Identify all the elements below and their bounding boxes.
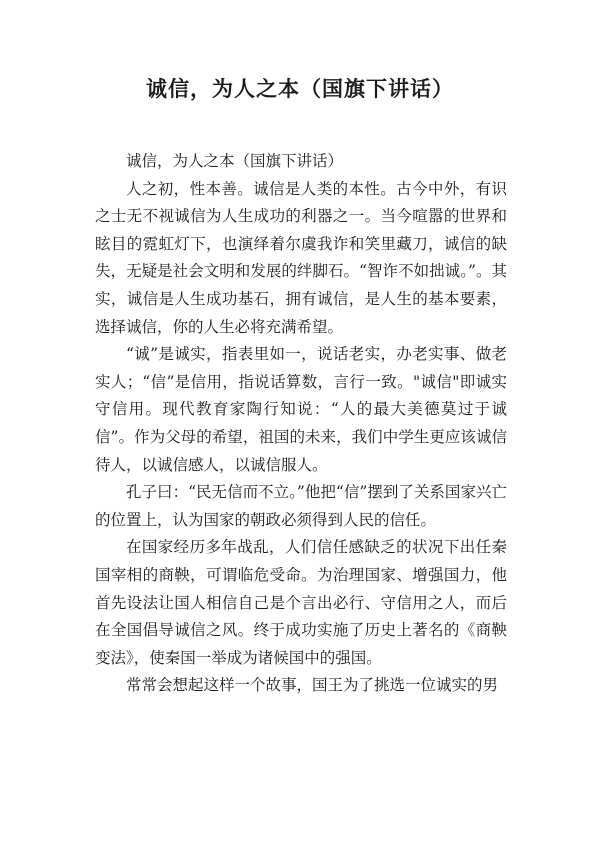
paragraph-heading-repeat: 诚信，为人之本（国旗下讲话） (126, 152, 344, 170)
paragraph-5: 常常会想起这样一个故事，国王为了挑选一位诚实的男 (126, 676, 499, 695)
paragraph-3: 孔子曰：“民无信而不立。”他把“信”摆到了关系国家兴亡的位置上，认为国家的朝政必须得到人民的信任。 (95, 483, 507, 529)
paragraph-2: “诚”是诚实，指表里如一，说话老实，办老实事、做老实人；“信”是信用，指说话算数，言行一致。"诚信"即诚实守信用。现代教育家陶行知说：“人的最大美德莫过于诚信”。作为父母的希望，祖国的未来，我们中学生更应该诚信待人，以诚信感人，以诚信服人。 (95, 345, 507, 474)
document-title: 诚信，为人之本（国旗下讲话） (146, 77, 454, 101)
paragraph-1: 人之初，性本善。诚信是人类的本性。古今中外，有识之士无不视诚信为人生成功的利器之一。当今喧嚣的世界和眩目的霓虹灯下，也演绎着尔虞我诈和笑里藏刀，诚信的缺失，无疑是社会文明和发展的绊脚石。“智诈不如拙诚。”。其实，诚信是人生成功基石，拥有诚信，是人生的基本要素，选择诚信，你的人生必将充满希望。 (95, 179, 507, 336)
document-body (95, 148, 507, 700)
paragraph-4: 在国家经历多年战乱，人们信任感缺乏的状况下出任秦国宰相的商鞅，可谓临危受命。为治理国家、增强国力，他首先设法让国人相信自己是个言出必行、守信用之人，而后在全国倡导诚信之风。终于成功实施了历史上著名的《商鞅变法》，使秦国一举成为诸候国中的强国。 (95, 538, 507, 667)
